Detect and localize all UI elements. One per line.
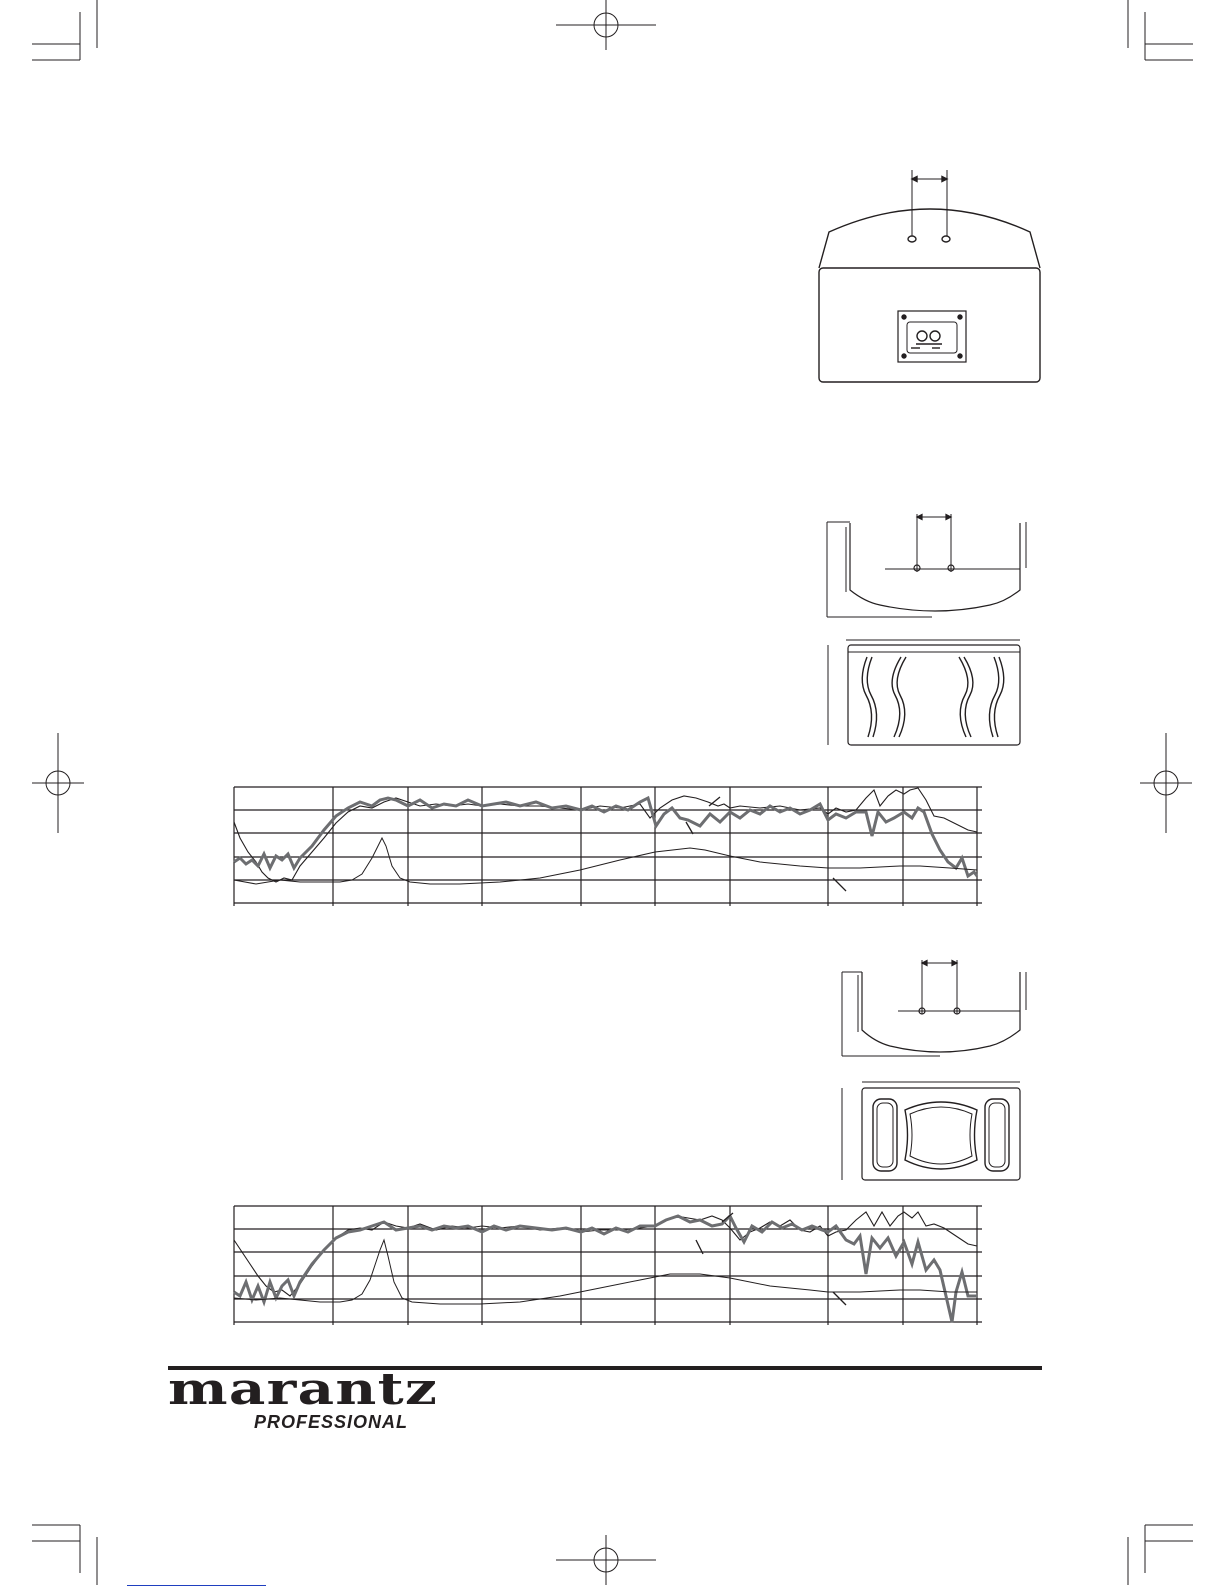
chart-1-impedance-curve [234, 838, 977, 884]
footer-link-underline[interactable] [127, 1573, 266, 1586]
registration-target-top [556, 0, 656, 50]
frequency-response-chart-2 [234, 1206, 982, 1325]
speaker-rear-view-drawing [819, 170, 1040, 382]
brand-subtitle: PROFESSIONAL [254, 1412, 409, 1432]
crop-marks [32, 0, 1193, 1585]
speaker-b-side-view-drawing [842, 960, 1026, 1056]
registration-target-right [1140, 733, 1192, 833]
speaker-b-front-view-drawing [842, 1082, 1020, 1180]
registration-target-left [32, 733, 84, 833]
brand-name: marantz [168, 1364, 439, 1415]
frequency-response-chart-1 [234, 787, 982, 906]
chart-1-grid [234, 787, 982, 906]
speaker-a-front-view-drawing [828, 640, 1020, 745]
chart-2-thick-curve [234, 1216, 977, 1322]
chart-2-grid [234, 1206, 982, 1325]
speaker-a-side-view-drawing [827, 514, 1026, 617]
registration-target-bottom [556, 1535, 656, 1585]
chart-2-thin-curve [234, 1212, 977, 1296]
marantz-professional-logo [168, 1364, 448, 1438]
